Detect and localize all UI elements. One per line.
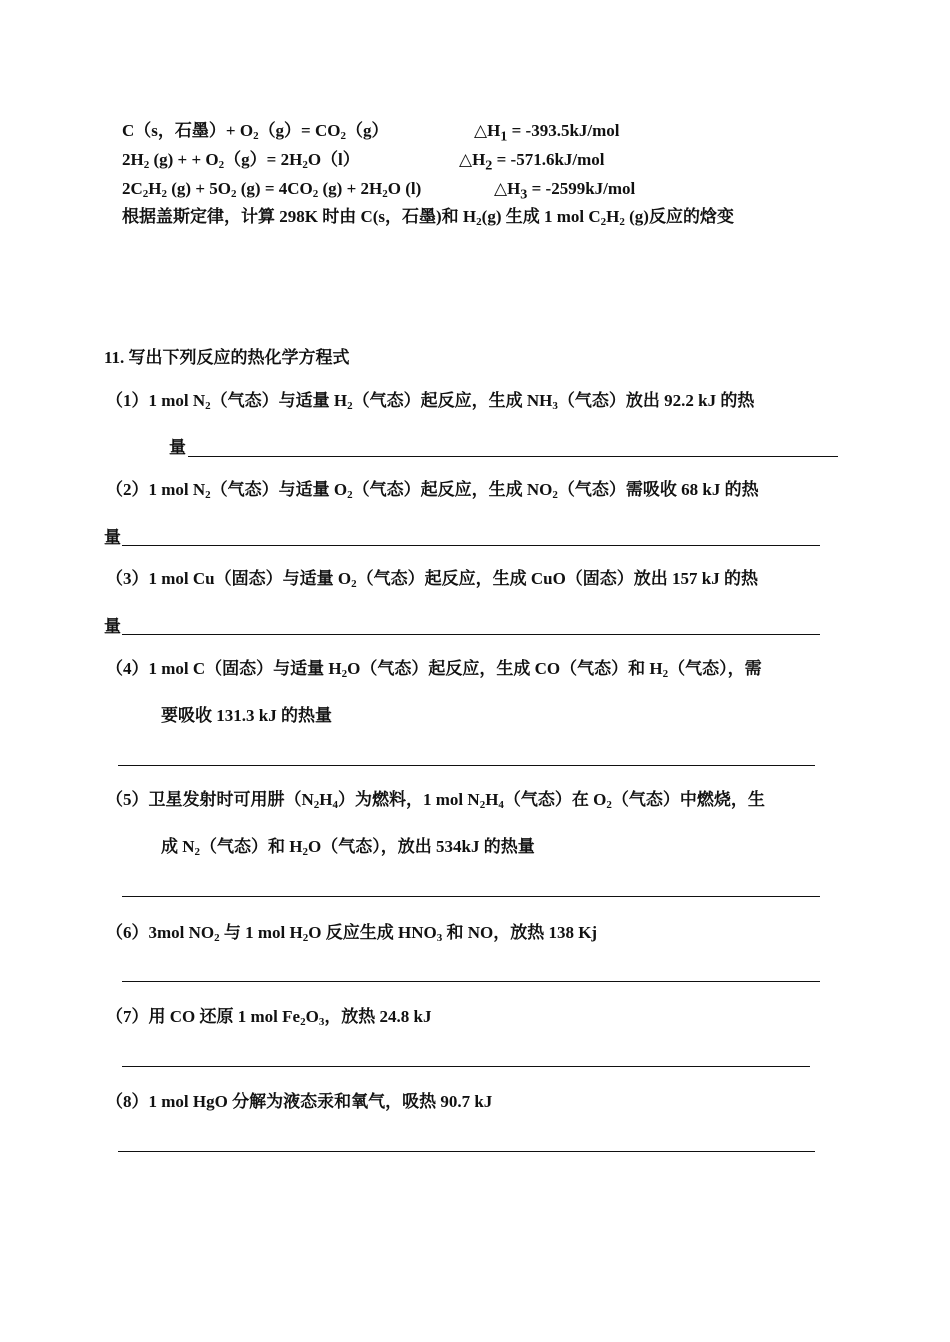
item-5-answer-line[interactable] (122, 896, 820, 897)
item-2-text-cont: 量 (104, 528, 121, 547)
item-1-text: （1）1 mol $N_2$（气态）与适量 $H_2$（气态）起反应，生成 $NH_3$（气态）放出 92.2 kJ 的热 (106, 391, 755, 412)
enthalpy-2: $\triangle H_2 = -571.6kJ/mol$ (459, 150, 605, 174)
equation-3: $2C_2H_2$ $(g) + 5O_2$ $(g) = 4CO_2$ $(g) + 2H_2O$ (l) (122, 179, 422, 200)
item-6-text: （6）3mol $NO_2$ 与 1 mol $H_2O$ 反应生成 $HNO_3$ 和 NO，放热 138 Kj (106, 923, 598, 944)
item-4-text-cont: 要吸收 131.3 kJ 的热量 (161, 706, 332, 725)
item-1-text-cont: 量 (169, 438, 186, 457)
equation-1: C（s，石墨）+ $O_2(g)= CO_2(g)$ (122, 121, 389, 142)
item-3-text: （3）1 mol Cu（固态）与适量 $O_2$（气态）起反应，生成 CuO（固态）放出 157 kJ 的热 (106, 569, 759, 590)
item-4-text: （4）1 mol C（固态）与适量 $H_2O$（气态）起反应，生成 CO（气态）和 $H_2$（气态），需 (106, 659, 762, 680)
enthalpy-3: $\triangle H_3 = -2599kJ/mol$ (494, 179, 636, 203)
item-3-text-cont: 量 (104, 617, 121, 636)
item-1-answer-line[interactable] (188, 456, 838, 457)
item-5-text-cont: 成 $N_2$（气态）和 $H_2O$（气态），放出 534kJ 的热量 (161, 837, 535, 858)
item-2-text: （2）1 mol $N_2$（气态）与适量 $O_2$（气态）起反应，生成 $NO_2$（气态）需吸收 68 kJ 的热 (106, 480, 759, 501)
item-8-answer-line[interactable] (118, 1151, 815, 1152)
hess-law-question: 根据盖斯定律，计算 298K 时由 C(s，石墨)和 $H_2(g)$ 生成 1 mol $C_2H_2$ (g)反应的焓变 (122, 207, 734, 228)
item-7-answer-line[interactable] (122, 1066, 810, 1067)
item-5-text: （5）卫星发射时可用肼$(N_2H_4)$为燃料，1 mol $N_2H_4$（气态）在 $O_2$（气态）中燃烧，生 (106, 790, 765, 811)
item-2-answer-line[interactable] (122, 545, 820, 546)
enthalpy-1: $\triangle H_1 = -393.5kJ/mol$ (474, 121, 620, 145)
item-4-answer-line[interactable] (118, 765, 815, 766)
question-11-title: 11. 写出下列反应的热化学方程式 (104, 348, 350, 367)
item-3-answer-line[interactable] (122, 634, 820, 635)
item-6-answer-line[interactable] (122, 981, 820, 982)
item-8-text: （8）1 mol HgO 分解为液态汞和氧气，吸热 90.7 kJ (106, 1092, 493, 1111)
equation-2: $2H_2$ (g) + + $O_2(g)= 2H_2O(l)$ (122, 150, 360, 171)
item-7-text: （7）用 CO 还原 1 mol $Fe_2O_3$，放热 24.8 kJ (106, 1007, 432, 1028)
